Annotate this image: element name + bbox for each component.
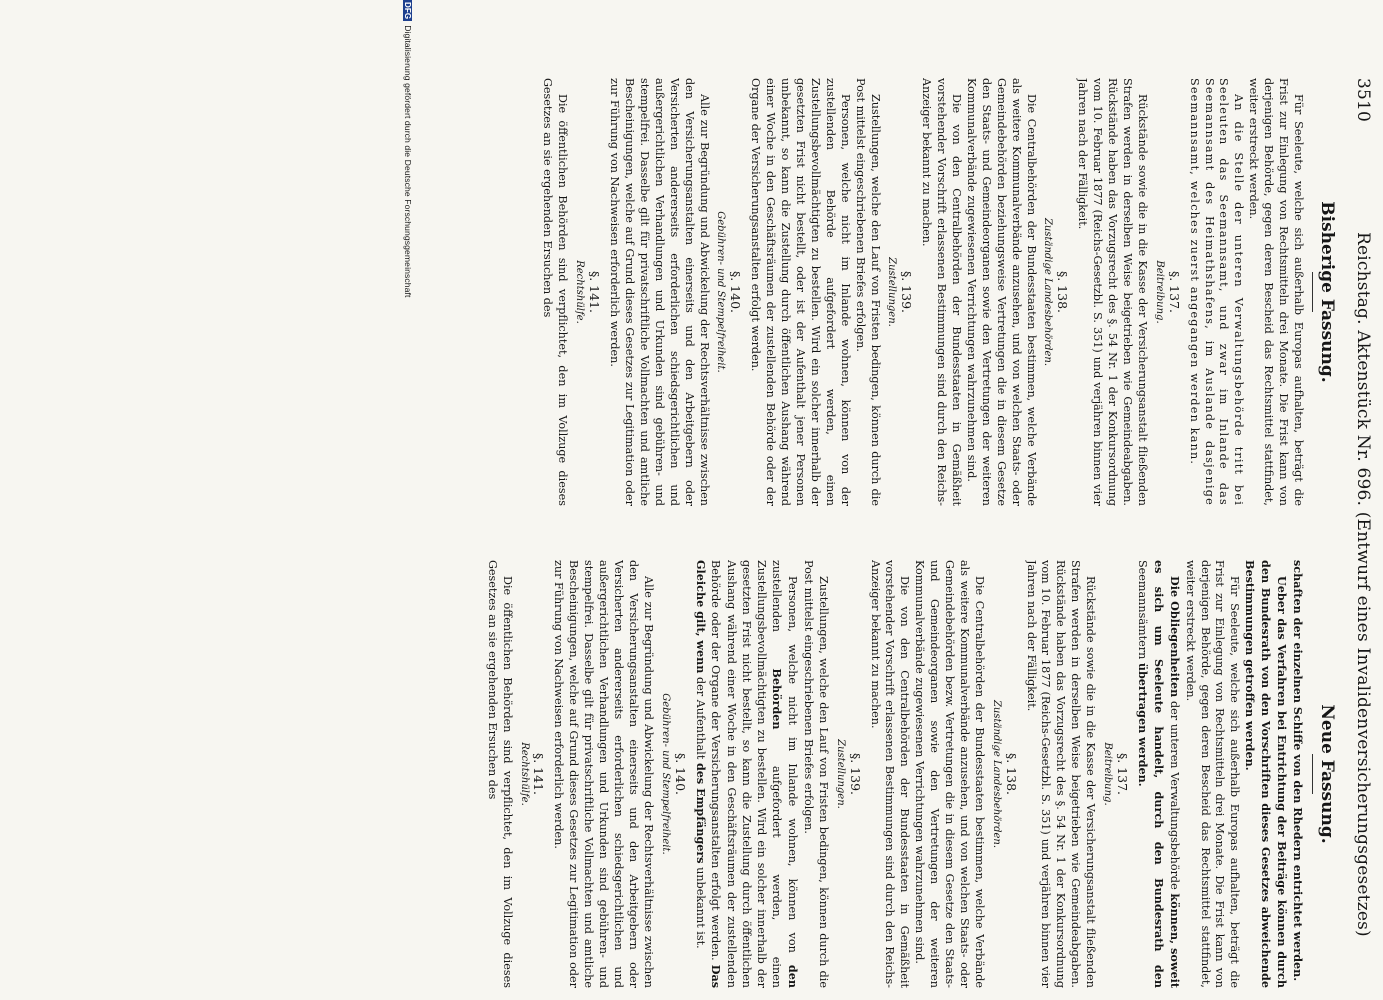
bold-text: Behörden	[770, 668, 785, 730]
text-span: aufgefordert werden, einen Zustellungsbevollmächtigten zu bestellen. Wird ein solcher innerhalb der gesetzten Frist nicht bestellt, so kann die Zustellung durch öffentlichen Aushang während einer Woche in den Geschäftsräumen der zustellenden Behörde oder der Organe der Versicherungsanstalten erfolgt werden.	[709, 560, 784, 988]
right-paragraph	[1241, 560, 1289, 988]
left-paragraph: Die Centralbehörden der Bundesstaaten bestimmen, welche Verbände als weitere Kommunalverbände anzusehen, und von welchen Staats- oder Gemeindebehörden beziehungsweise Vertretungen die in diesem Gesetze den Staats- und Gemeindeorganen sowie den Vertretungen der weiteren Kommunalverbände zugewiesenen Verrichtungen wahrzunehmen sind.	[964, 78, 1038, 506]
left-paragraph: Personen, welche nicht im Inlande wohnen, können von der zustellenden Behörde aufgefordert werden, einen Zustellungsbevollmächtigten zu bestellen. Wird ein solcher innerhalb der gesetzten Frist nicht bestellt, oder ist der Aufenthalt jener Personen unbekannt, so kann die Zustellung durch öffentlichen Aushang während einer Woche in den Geschäftsräumen der zustellenden Behörde oder der Organe der Versicherungsanstalten erfolgt werden.	[749, 78, 852, 506]
bold-text: übertragen werden.	[1135, 662, 1150, 787]
left-paragraph: Die von den Centralbehörden der Bundesstaaten in Gemäßheit vorstehender Vorschrift erlassenen Bestimmungen sind durch den Reichs-Anzeiger bekannt zu machen.	[920, 78, 964, 506]
section-subheading: Gebühren- und Stempelfreiheit.	[715, 211, 727, 373]
text-span: der unteren Verwaltungsbehörde	[1167, 697, 1181, 894]
section-heading: §. 139.	[847, 752, 863, 796]
left-title-rule	[1312, 272, 1313, 312]
section-heading: §. 140.	[728, 270, 744, 314]
section-heading: §. 137.	[1115, 752, 1131, 796]
section-subheading: Zustellungen.	[886, 257, 898, 327]
section-heading: §. 141.	[587, 270, 603, 314]
section-subheading: Zuständige Landesbehörden.	[990, 699, 1002, 849]
section-subheading: Zustellungen.	[834, 739, 846, 809]
right-paragraph: Die von den Centralbehörden der Bundesstaaten in Gemäßheit vorstehender Vorschrift erlassenen Bestimmungen sind durch den Reichs-Anzeiger bekannt zu machen.	[868, 560, 912, 988]
section-heading: §. 137.	[1166, 270, 1182, 314]
left-paragraph: Für Seeleute, welche sich außerhalb Europas aufhalten, beträgt die Frist zur Einlegung von Rechtsmitteln drei Monate. Die Frist kann von derjenigen Behörde, gegen deren Bescheid das Rechtsmittel stattfindet, weiter erstreckt werden.	[1247, 78, 1305, 506]
right-paragraph: Rückstände sowie die in die Kasse der Versicherungsanstalt fließenden Strafen werden in derselben Weise beigetrieben wie Gemeindeabgaben. Rückstände haben das Vorzugsrecht des §. 54 Nr. 1 der Konkursordnung vom 10. Februar 1877 (Reichs-Gesetzbl. S. 351) und verjähren binnen vier Jahren nach der Fälligkeit.	[1024, 560, 1098, 988]
left-column	[460, 78, 1305, 506]
right-paragraph: Alle zur Begründung und Abwickelung der Rechtsverhältnisse zwischen den Versicherungsanstalten einerseits und den Arbeitgebern oder Versicherten andererseits erforderlichen schiedsgerichtlichen und außergerichtlichen Verhandlungen und Urkunden sind gebühren- und stempelfrei. Dasselbe gilt für privatschriftliche Vollmachten und amtliche Bescheinigungen, welche auf Grund dieses Gesetzes zur Legitimation oder zur Führung von Nachweisen erforderlich werden.	[552, 560, 655, 988]
text-span: unbekannt ist.	[693, 863, 707, 949]
right-paragraph	[1289, 560, 1305, 988]
right-paragraph	[1134, 560, 1182, 988]
text-span: Personen, welche nicht im Inlande wohnen, können von	[786, 576, 799, 965]
left-paragraph: Rückstände sowie die in die Kasse der Versicherungsanstalt fließenden Strafen werden in derselben Weise beigetrieben wie Gemeindeabgaben. Rückstände haben das Vorzugsrecht des §. 54 Nr. 1 der Konkursordnung vom 10. Februar 1877 (Reichs-Gesetzbl. S. 351) und verjähren binnen vier Jahren nach der Fälligkeit.	[1076, 78, 1149, 506]
left-paragraph: Alle zur Begründung und Abwickelung der Rechtsverhältnisse zwischen den Versicherungsanstalten einerseits und den Arbeitgebern oder Versicherten andererseits erforderlichen schiedsgerichtlichen und außergerichtlichen Verhandlungen und Urkunden sind gebühren- und stempelfrei. Dasselbe gilt für privatschriftliche Vollmachten und amtliche Bescheinigungen, welche auf Grund dieses Gesetzes zur Legitimation oder zur Führung von Nachweisen erforderlich werden.	[608, 78, 711, 506]
section-heading: §. 141.	[531, 752, 547, 796]
right-paragraph: Für Seeleute, welche sich außerhalb Europas aufhalten, beträgt die Frist zur Einlegung von Rechtsmitteln drei Monate. Die Frist kann von derjenigen Behörde, gegen deren Bescheid das Rechtsmittel stattfindet, weiter erstreckt werden.	[1183, 560, 1242, 988]
section-subheading: Zuständige Landesbehörden.	[1042, 217, 1054, 367]
text-span: zustellenden	[770, 560, 784, 669]
right-paragraph	[692, 560, 800, 988]
bold-text: Ueber das Verfahren bei Entrichtung der Beiträge können durch den Bundesrath von den Vorschriften dieses Gesetzes abweichende Bestimmungen getroffen werden.	[1243, 560, 1290, 988]
section-heading: §. 138.	[1055, 270, 1071, 314]
bold-text: den	[786, 964, 800, 988]
bold-text: Die Obliegenheiten	[1167, 576, 1182, 698]
left-column-title: Bisherige Fassung.	[1317, 201, 1337, 383]
right-paragraph: Die öffentlichen Behörden sind verpflichtet, den im Vollzuge dieses Gesetzes an sie ergehenden Ersuchen des	[485, 560, 514, 988]
dfg-logo: DFG	[403, 2, 412, 20]
bold-text: des Empfängers	[693, 762, 708, 864]
section-subheading: Rechtshülfe.	[574, 260, 586, 324]
section-heading: §. 140.	[672, 752, 688, 796]
right-column	[460, 560, 1305, 988]
bold-text: können, soweit es sich um Seeleute handelt, durch den Bundesrath den	[1151, 560, 1182, 988]
right-title-rule	[1312, 754, 1313, 794]
text-span: Seemannsämtern	[1135, 560, 1149, 663]
section-subheading: Beitreibung.	[1102, 742, 1114, 806]
section-subheading: Rechtshülfe.	[518, 742, 530, 806]
bold-text: Das Gleiche gilt, wenn	[693, 560, 724, 988]
right-paragraph: Die Centralbehörden der Bundesstaaten bestimmen, welche Verbände als weitere Kommunalverbände anzusehen, und von welchen Staats- oder Gemeindebehörden bezw. Vertretungen die in diesem Gesetze den Staats- und Gemeindeorganen sowie den Vertretungen der weiteren Kommunalverbände zugewiesenen Verrichtungen wahrzunehmen sind.	[913, 560, 986, 988]
page-header-title: Reichstag. Aktenstück Nr. 696. (Entwurf eines Invalidenversicherungsgesetzes)	[1353, 232, 1373, 937]
section-heading: §. 138.	[1003, 752, 1019, 796]
section-heading: §. 139.	[899, 270, 915, 314]
right-column-title: Neue Fassung.	[1317, 704, 1337, 844]
digitization-credit	[403, 0, 413, 1000]
section-subheading: Beitreibung.	[1153, 260, 1165, 324]
left-paragraph: Die öffentlichen Behörden sind verpflichtet, den im Vollzuge dieses Gesetzes an sie ergehenden Ersuchen des	[541, 78, 570, 506]
right-paragraph: Zustellungen, welche den Lauf von Fristen bedingen, können durch die Post mittelst eingeschriebenen Briefes erfolgen.	[801, 560, 830, 988]
text-span: der Aufenthalt	[693, 673, 707, 763]
section-subheading: Gebühren- und Stempelfreiheit.	[659, 693, 671, 855]
bold-text: schaften der einzelnen Schiffe von den Rhedern entrichtet werden.	[1291, 560, 1305, 982]
credit-text: Digitalisierung gefördert durch die Deutsche Forschungsgemeinschaft	[403, 25, 413, 298]
left-paragraph: Zustellungen, welche den Lauf von Fristen bedingen, können durch die Post mittelst eingeschriebenen Briefes erfolgen.	[853, 78, 882, 506]
page-number: 3510	[1353, 78, 1373, 123]
left-paragraph: An die Stelle der unteren Verwaltungsbehörde tritt bei Seeleuten das Seemannsamt, und zwar im Inlande das Seemannsamt des Heimathshafens, im Auslande dasjenige Seemannsamt, welches zuerst angegangen werden kann.	[1187, 78, 1246, 506]
